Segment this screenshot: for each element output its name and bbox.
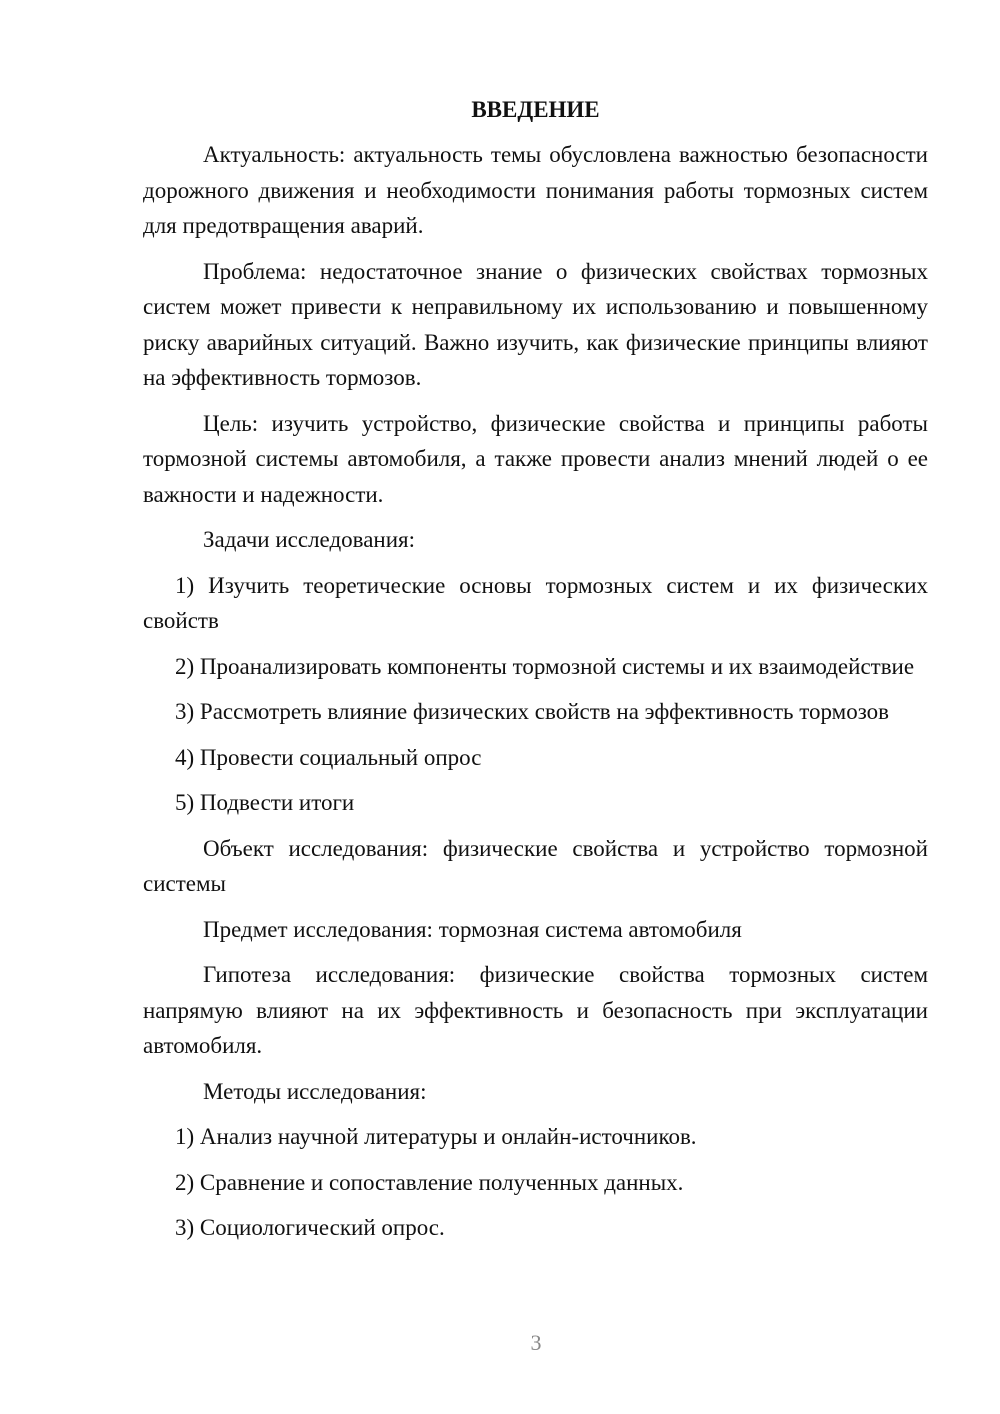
task-item-1: 1) Изучить теоретические основы тормозных систем и их физических свойств xyxy=(143,572,928,633)
paragraph-subject: Предмет исследования: тормозная система автомобиля xyxy=(203,916,742,942)
paragraph-relevance: Актуальность: актуальность темы обусловлена важностью безопасности дорожного движения и необходимости понимания работы тормозных систем для предотвращения аварий. xyxy=(143,142,928,238)
methods-title: Методы исследования: xyxy=(203,1078,427,1104)
paragraph-goal: Цель: изучить устройство, физические свойства и принципы работы тормозной системы автомобиля, а также провести анализ мнений людей о ее важности и надежности. xyxy=(143,410,928,507)
page-number: 3 xyxy=(530,1330,542,1355)
paragraph-problem: Проблема: недостаточное знание о физических свойствах тормозных систем может привести к неправильному их использованию и повышенному риску аварийных ситуаций. Важно изучить, как физические принципы влияют на эффективность тормозов. xyxy=(143,258,928,390)
task-item-2: 2) Проанализировать компоненты тормозной системы и их взаимодействие xyxy=(175,653,915,679)
section-heading: ВВЕДЕНИЕ xyxy=(471,97,600,122)
method-item-2: 2) Сравнение и сопоставление полученных данных. xyxy=(175,1169,684,1195)
method-item-1: 1) Анализ научной литературы и онлайн-источников. xyxy=(175,1124,697,1149)
task-item-3: 3) Рассмотреть влияние физических свойств на эффективность тормозов xyxy=(175,699,890,724)
task-item-4: 4) Провести социальный опрос xyxy=(175,744,482,770)
tasks-title: Задачи исследования: xyxy=(203,527,416,552)
document-body xyxy=(143,92,928,1256)
paragraph-object: Объект исследования: физические свойства и устройство тормозной системы xyxy=(143,835,928,896)
method-item-3: 3) Социологический опрос. xyxy=(175,1215,445,1240)
paragraph-hypothesis: Гипотеза исследования: физические свойства тормозных систем напрямую влияют на их эффективность и безопасность при эксплуатации автомобиля. xyxy=(143,962,928,1058)
task-item-5: 5) Подвести итоги xyxy=(175,790,355,815)
